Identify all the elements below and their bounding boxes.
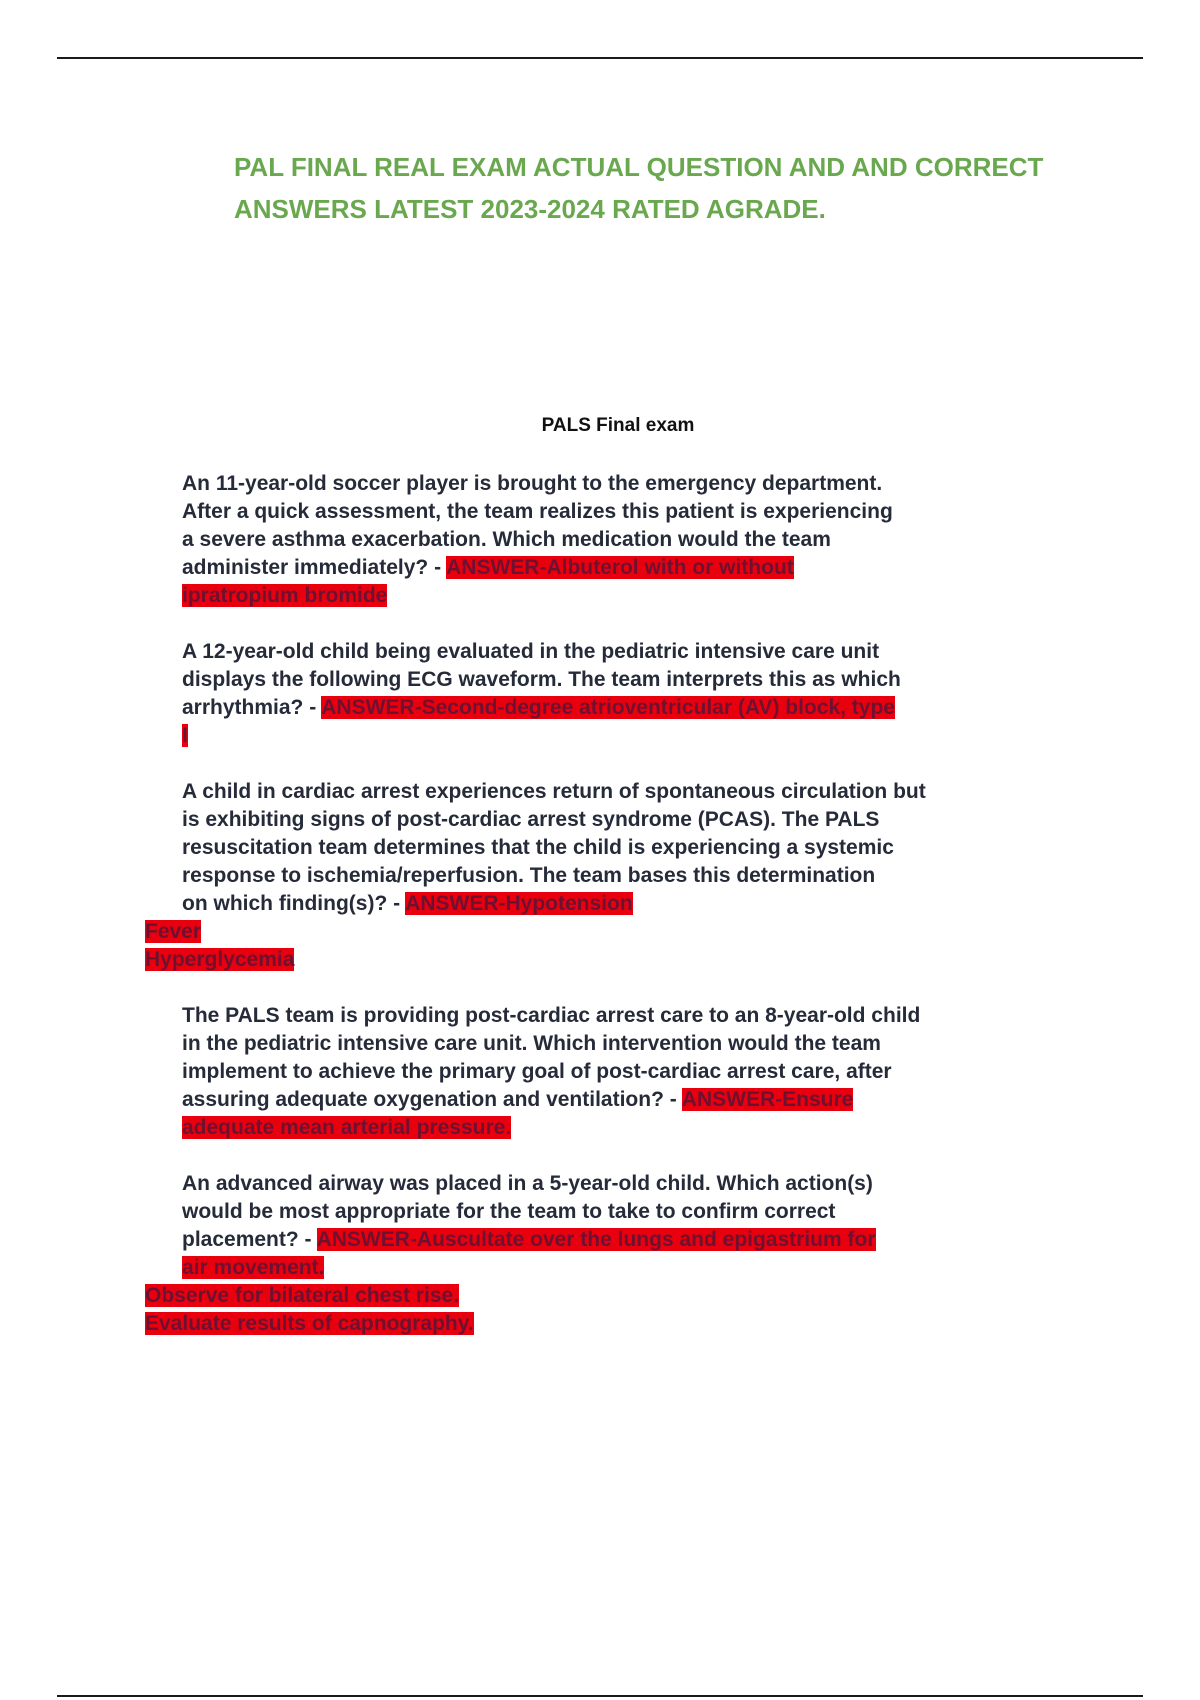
document-title-line: PAL FINAL REAL EXAM ACTUAL QUESTION AND AND CORRECT (234, 152, 1044, 182)
document-subtitle: PALS Final exam (541, 415, 695, 436)
question-line: A child in cardiac arrest experiences return of spontaneous circulation but (182, 780, 926, 803)
document-title (234, 146, 1114, 230)
question-line (182, 554, 1062, 582)
header-rule (57, 57, 1143, 59)
question-item (182, 1002, 1062, 1142)
answer-highlight: air movement. (182, 1256, 325, 1279)
question-item (182, 638, 1062, 750)
footer-rule (57, 1695, 1143, 1697)
answer-line (182, 1254, 1062, 1282)
question-list (145, 470, 1062, 1366)
answer-highlight: ANSWER-Hypotension (405, 892, 633, 915)
document-title-line: ANSWERS LATEST 2023-2024 RATED AGRADE. (234, 194, 826, 224)
answer-highlight: ANSWER-Albuterol with or without (446, 556, 794, 579)
question-text: assuring adequate oxygenation and ventilation? - (182, 1088, 682, 1111)
question-line: implement to achieve the primary goal of post-cardiac arrest care, after (182, 1060, 892, 1083)
question-item (145, 1170, 1062, 1338)
answer-highlight: Hyperglycemia (145, 948, 295, 971)
question-text: placement? - (182, 1228, 317, 1251)
question-line: An 11-year-old soccer player is brought to the emergency department. (182, 472, 883, 495)
answer-highlight: I (182, 724, 188, 747)
question-text: arrhythmia? - (182, 696, 322, 719)
question-line (182, 1226, 1062, 1254)
question-line (182, 890, 1062, 918)
answer-line (182, 1114, 1062, 1142)
answer-highlight: Fever (145, 920, 202, 943)
question-line (182, 694, 1062, 722)
question-text: administer immediately? - (182, 556, 447, 579)
question-line: response to ischemia/reperfusion. The team bases this determination (182, 864, 876, 887)
extra-answer-line (145, 918, 1062, 946)
question-line: displays the following ECG waveform. The team interprets this as which (182, 668, 901, 691)
question-item (182, 470, 1062, 610)
question-item (145, 778, 1062, 974)
question-line: resuscitation team determines that the child is experiencing a systemic (182, 836, 894, 859)
question-text: on which finding(s)? - (182, 892, 406, 915)
answer-line (182, 582, 1062, 610)
answer-highlight: Evaluate results of capnography. (145, 1312, 474, 1335)
extra-answer-line (145, 1310, 1062, 1338)
question-line (182, 1086, 1062, 1114)
question-line: The PALS team is providing post-cardiac arrest care to an 8-year-old child (182, 1004, 921, 1027)
question-line: a severe asthma exacerbation. Which medication would the team (182, 528, 831, 551)
answer-highlight: Observe for bilateral chest rise. (145, 1284, 459, 1307)
answer-highlight: adequate mean arterial pressure. (182, 1116, 512, 1139)
question-line: An advanced airway was placed in a 5-year-old child. Which action(s) (182, 1172, 873, 1195)
answer-highlight: ANSWER-Ensure (681, 1088, 854, 1111)
answer-highlight: ipratropium bromide (182, 584, 388, 607)
answer-highlight: ANSWER-Second-degree atrioventricular (AV) block, type (321, 696, 895, 719)
extra-answer-line (145, 946, 1062, 974)
question-line: After a quick assessment, the team realizes this patient is experiencing (182, 500, 893, 523)
answer-highlight: ANSWER-Auscultate over the lungs and epigastrium for (316, 1228, 876, 1251)
question-line: in the pediatric intensive care unit. Which intervention would the team (182, 1032, 881, 1055)
question-line: is exhibiting signs of post-cardiac arrest syndrome (PCAS). The PALS (182, 808, 880, 831)
question-line: A 12-year-old child being evaluated in the pediatric intensive care unit (182, 640, 880, 663)
answer-line (182, 722, 1062, 750)
extra-answer-line (145, 1282, 1062, 1310)
question-line: would be most appropriate for the team to take to confirm correct (182, 1200, 836, 1223)
